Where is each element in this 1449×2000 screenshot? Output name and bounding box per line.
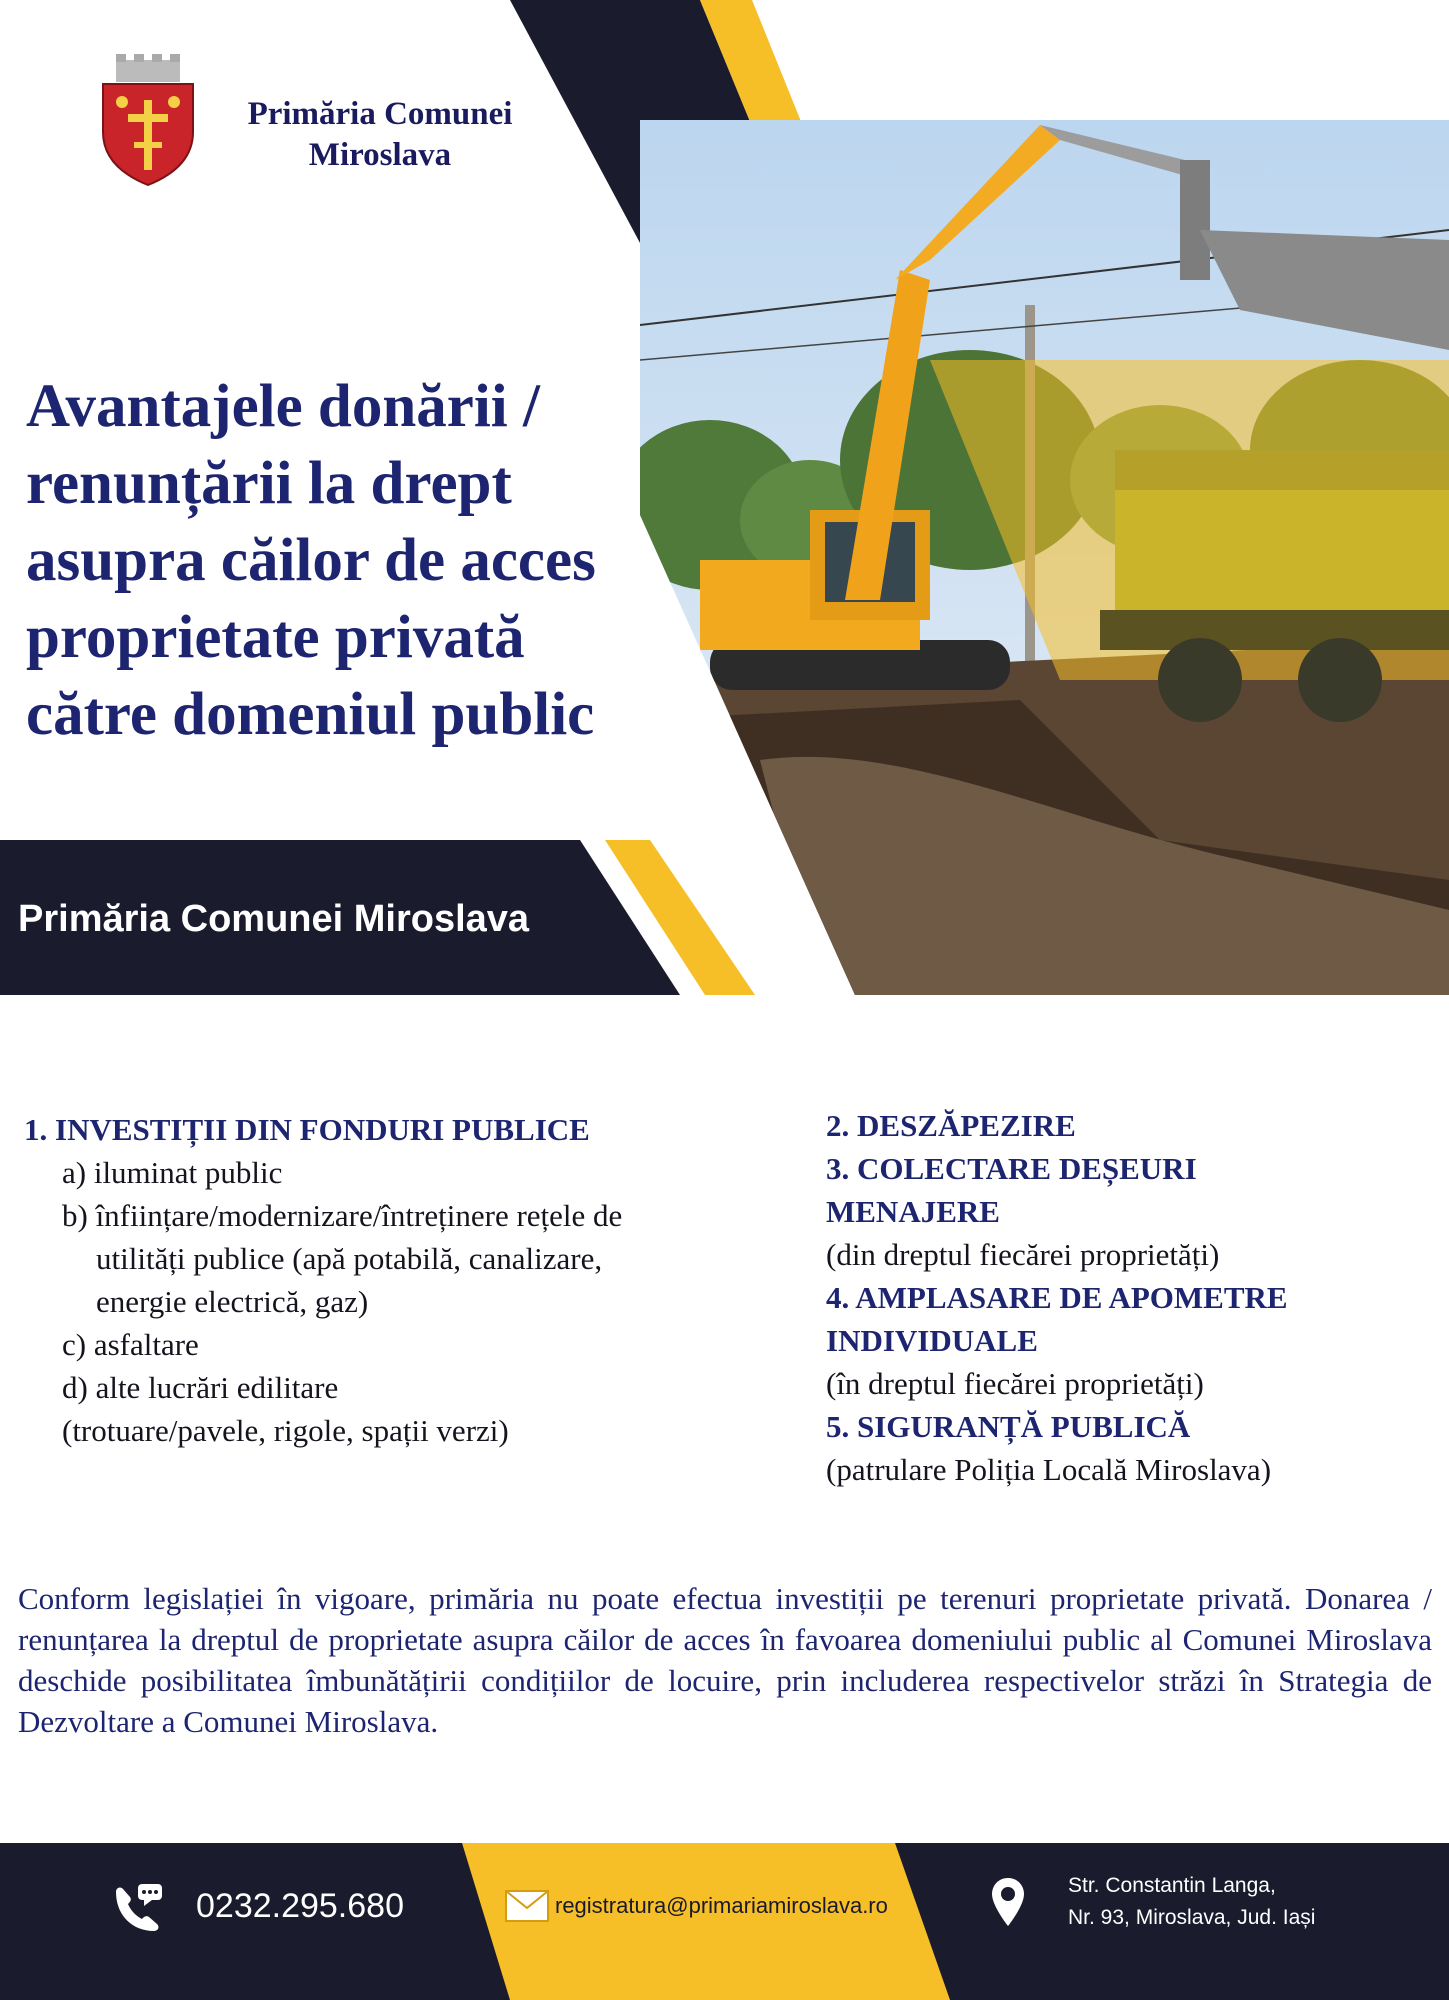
list-item: d) alte lucrări edilitare (62, 1370, 339, 1405)
headline-line: asupra căilor de acces (26, 527, 596, 594)
list-item-detail: (trotuare/pavele, rigole, spații verzi) (62, 1413, 509, 1448)
benefits-list-right (826, 1104, 1436, 1491)
address-line: Nr. 93, Miroslava, Jud. Iași (1068, 1906, 1316, 1929)
coat-of-arms-icon (98, 52, 198, 187)
organization-name-line2: Miroslava (308, 137, 452, 174)
list-heading: MENAJERE (826, 1194, 1000, 1229)
list-item: a) iluminat public (62, 1155, 283, 1190)
construction-photo (640, 120, 1449, 995)
list-item: c) asfaltare (62, 1327, 199, 1362)
headline-line: Avantajele donării / (26, 373, 540, 440)
list-heading: 1. INVESTIȚII DIN FONDURI PUBLICE (24, 1112, 590, 1147)
organization-name (210, 94, 550, 177)
email-link[interactable]: registratura@primariamiroslava.ro (555, 1893, 888, 1918)
list-note: (patrulare Poliția Locală Miroslava) (826, 1452, 1272, 1487)
list-heading: 2. DESZĂPEZIRE (826, 1108, 1076, 1143)
list-heading: 3. COLECTARE DEȘEURI (826, 1151, 1197, 1186)
headline-line: către domeniul public (26, 681, 595, 748)
list-heading: 5. SIGURANȚĂ PUBLICĂ (826, 1409, 1191, 1444)
benefits-list-left (24, 1108, 754, 1452)
headline-line: proprietate privată (26, 604, 525, 671)
envelope-icon (505, 1890, 549, 1922)
list-note: (în dreptul fiecărei proprietăți) (826, 1366, 1204, 1401)
list-item-continuation: energie electrică, gaz) (96, 1284, 369, 1319)
phone-chat-icon (108, 1880, 166, 1938)
list-item-continuation: utilități publice (apă potabilă, canalizare, (96, 1241, 603, 1276)
list-heading: 4. AMPLASARE DE APOMETRE (826, 1280, 1288, 1315)
phone-number[interactable]: 0232.295.680 (196, 1887, 404, 1925)
map-pin-icon (990, 1876, 1026, 1928)
list-item: b) înființare/modernizare/întreținere rețele de (62, 1198, 623, 1233)
headline (26, 368, 726, 753)
banner-title: Primăria Comunei Miroslava (18, 898, 530, 940)
organization-name-line1: Primăria Comunei (247, 96, 513, 132)
headline-line: renunțării la drept (26, 450, 512, 517)
list-note: (din dreptul fiecărei proprietăți) (826, 1237, 1220, 1272)
address-line: Str. Constantin Langa, (1068, 1874, 1276, 1897)
legal-paragraph: Conform legislației în vigoare, primăria nu poate efectua investiții pe terenuri proprietate privată. Donarea / renunțarea la dreptul de proprietate asupra căilor de acces în favoarea domeniului public al Comunei Miroslava deschide posibilitatea îmbunătățirii condițiilor de locuire, prin includerea respectivelor străzi în Strategia de Dezvoltare a Comunei Miroslava. (18, 1581, 1432, 1739)
list-heading: INDIVIDUALE (826, 1323, 1038, 1358)
address (1068, 1870, 1315, 1934)
